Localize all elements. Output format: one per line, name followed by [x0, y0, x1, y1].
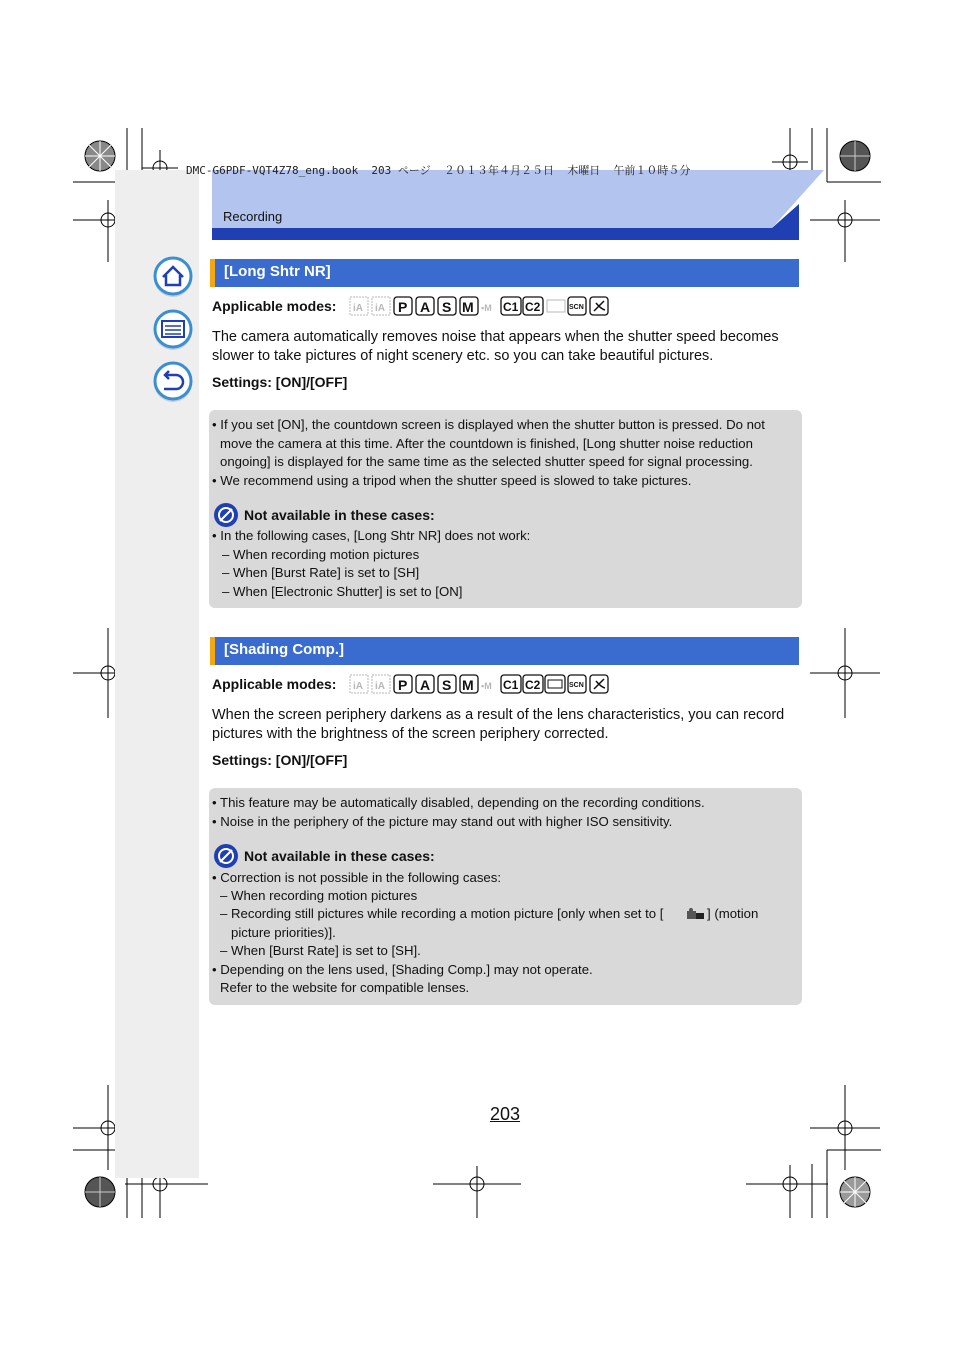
c1-mode-icon	[501, 297, 521, 315]
creative-control-mode-icon	[590, 675, 608, 693]
mode-icons-row	[349, 295, 611, 317]
svg-text:C1: C1	[503, 678, 519, 692]
c1-mode-icon	[501, 675, 521, 693]
mode-icons-row	[349, 673, 611, 695]
section-title-shading-comp	[210, 637, 799, 665]
svg-text:P: P	[398, 299, 408, 315]
note-line: ongoing] is displayed for the same time as the selected shutter speed for signal processing.	[220, 454, 753, 469]
svg-text:P: P	[398, 677, 408, 693]
page-number[interactable]: 203	[490, 1104, 521, 1124]
section-title-long-shtr-nr	[210, 259, 799, 287]
svg-text:iA: iA	[353, 681, 363, 692]
svg-text:M: M	[462, 677, 474, 693]
svg-text:SCN: SCN	[569, 682, 584, 689]
back-icon	[152, 361, 194, 403]
settings-line: Settings: [ON]/[OFF]	[212, 752, 348, 768]
na-line: – When recording motion pictures	[220, 888, 418, 903]
iA-mode-icon	[350, 297, 368, 315]
iA-mode-icon	[350, 675, 368, 693]
note-line: move the camera at this time. After the countdown is finished, [Long shutter noise reduction	[220, 436, 753, 451]
svg-text:C1: C1	[503, 300, 519, 314]
svg-text:SCN: SCN	[569, 304, 584, 311]
contents-icon	[152, 309, 194, 351]
c2-mode-icon	[523, 675, 543, 693]
not-available-icon	[213, 502, 239, 528]
p-mode-icon	[394, 675, 412, 693]
svg-text:M: M	[462, 299, 474, 315]
description-line: When the screen periphery darkens as a result of the lens characteristics, you can record	[212, 707, 785, 723]
panorama-mode-icon	[547, 300, 565, 312]
panorama-mode-icon	[545, 675, 565, 693]
na-line: – Recording still pictures while recording a motion picture [only when set to [	[220, 906, 664, 921]
a-mode-icon	[416, 297, 434, 315]
motion-picture-priority-icon	[686, 907, 706, 923]
back-button[interactable]	[152, 361, 194, 403]
creative-control-mode-icon	[590, 297, 608, 315]
iA-plus-mode-icon	[372, 675, 390, 693]
not-available-title: Not available in these cases:	[244, 848, 435, 864]
section-title-text: [Shading Comp.]	[224, 641, 344, 658]
settings-line: Settings: [ON]/[OFF]	[212, 374, 348, 390]
na-line: – When [Electronic Shutter] is set to [ON]	[222, 584, 463, 599]
description	[212, 706, 802, 744]
svg-text:A: A	[420, 677, 431, 693]
svg-text:▪M: ▪M	[481, 681, 492, 691]
na-line: – When [Burst Rate] is set to [SH].	[220, 943, 421, 958]
na-line: ] (motion	[707, 906, 759, 921]
p-mode-icon	[394, 297, 412, 315]
svg-text:S: S	[442, 677, 452, 693]
movie-m-mode-icon	[481, 303, 492, 313]
note-line: • This feature may be automatically disabled, depending on the recording conditions.	[212, 795, 705, 810]
section-breadcrumb: Recording	[223, 209, 283, 224]
a-mode-icon	[416, 675, 434, 693]
na-line: • In the following cases, [Long Shtr NR] does not work:	[212, 528, 531, 543]
movie-m-mode-icon	[481, 681, 492, 691]
na-line: Refer to the website for compatible lenses.	[220, 980, 470, 995]
m-mode-icon	[460, 675, 478, 693]
s-mode-icon	[438, 297, 456, 315]
description-line: slower to take pictures of night scenery etc. so you can take beautiful pictures.	[212, 348, 714, 364]
scn-mode-icon	[568, 297, 586, 315]
not-available-title: Not available in these cases:	[244, 507, 435, 523]
c2-mode-icon	[523, 297, 543, 315]
scn-mode-icon	[568, 675, 586, 693]
description-line: The camera automatically removes noise that appears when the shutter speed becomes	[212, 329, 779, 345]
section-title-text: [Long Shtr NR]	[224, 263, 331, 280]
na-line: – When [Burst Rate] is set to [SH]	[222, 565, 420, 580]
home-icon	[152, 256, 194, 298]
svg-text:iA: iA	[375, 303, 385, 314]
s-mode-icon	[438, 675, 456, 693]
svg-text:▪M: ▪M	[481, 303, 492, 313]
note-line: • We recommend using a tripod when the shutter speed is slowed to take pictures.	[212, 473, 692, 488]
not-available-icon	[213, 843, 239, 869]
applicable-modes-label: Applicable modes:	[212, 298, 337, 314]
svg-text:C2: C2	[525, 300, 541, 314]
note-line: • Noise in the periphery of the picture may stand out with higher ISO sensitivity.	[212, 814, 673, 829]
svg-text:S: S	[442, 299, 452, 315]
header-band	[212, 170, 824, 240]
svg-text:iA: iA	[353, 303, 363, 314]
svg-text:A: A	[420, 299, 431, 315]
svg-text:C2: C2	[525, 678, 541, 692]
note-line: • If you set [ON], the countdown screen is displayed when the shutter button is pressed. Do not	[212, 417, 765, 432]
iA-plus-mode-icon	[372, 297, 390, 315]
na-line: • Correction is not possible in the following cases:	[212, 870, 502, 885]
home-button[interactable]	[152, 256, 194, 298]
na-line: • Depending on the lens used, [Shading Comp.] may not operate.	[212, 962, 593, 977]
print-slug: DMC-G6PDF-VQT4Z78_eng.book 203 ページ ２０１３年４月２５日 木曜日 午前１０時５分	[186, 164, 691, 177]
description-line: pictures with the brightness of the screen periphery corrected.	[212, 726, 609, 742]
m-mode-icon	[460, 297, 478, 315]
description	[212, 328, 802, 366]
na-line: – When recording motion pictures	[222, 547, 420, 562]
na-line: picture priorities)].	[231, 925, 336, 940]
applicable-modes-label: Applicable modes:	[212, 676, 337, 692]
svg-text:iA: iA	[375, 681, 385, 692]
contents-button[interactable]	[152, 309, 194, 351]
